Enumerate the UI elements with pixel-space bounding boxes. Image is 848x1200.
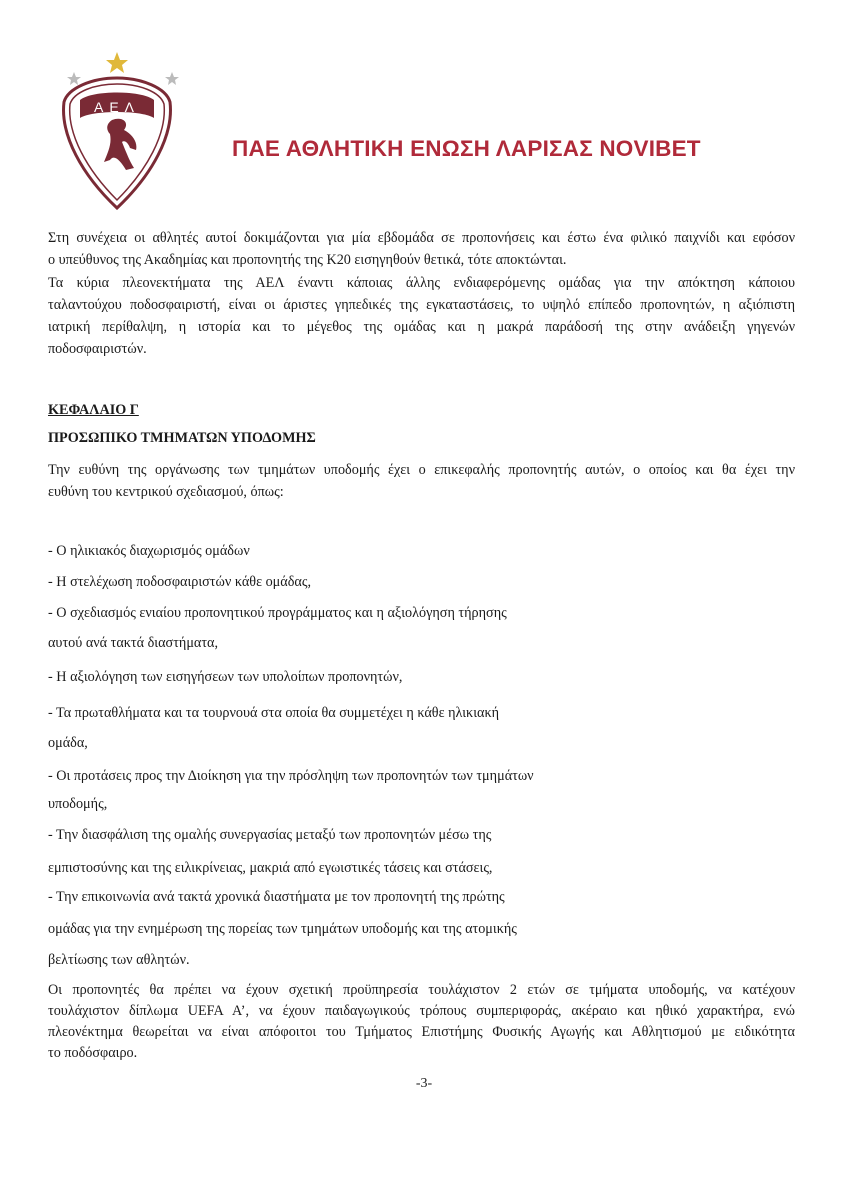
list-item: υποδομής, — [48, 796, 108, 812]
list-item: ομάδας για την ενημέρωση της πορείας των τμημάτων υποδομής και της ατομικής — [48, 921, 517, 937]
list-item: - Η στελέχωση ποδοσφαιριστών κάθε ομάδας, — [48, 574, 311, 590]
organization-title: ΠΑΕ ΑΘΛΗΤΙΚΗ ΕΝΩΣΗ ΛΑΡΙΣΑΣ NOVIBET — [232, 136, 701, 161]
list-item: - Την διασφάλιση της ομαλής συνεργασίας μεταξύ των προπονητών μέσω της — [48, 827, 492, 843]
text-line: τουλάχιστον δίπλωμα UEFA A’, να έχουν παιδαγωγικούς τρόπους συμπεριφοράς, ακέραιο και ηθικό χαρακτήρα, ενώ — [48, 1003, 795, 1019]
chapter-heading: ΚΕΦΑΛΑΙΟ Γ — [48, 402, 139, 418]
list-item: - Ο ηλικιακός διαχωρισμός ομάδων — [48, 543, 250, 559]
text-line: ποδοσφαιριστών. — [48, 341, 147, 357]
text-line: Τα κύρια πλεονεκτήματα της ΑΕΛ έναντι κάποιας άλλης ενδιαφερόμενης ομάδας για την απόκτηση κάποιου — [48, 275, 795, 291]
list-item: - Ο σχεδιασμός ενιαίου προπονητικού προγράμματος και η αξιολόγηση τήρησης — [48, 605, 507, 621]
text-line: το ποδόσφαιρο. — [48, 1045, 138, 1061]
text-line: πλεονέκτημα θεωρείται να είναι απόφοιτοι του Τμήματος Επιστήμης Φυσικής Αγωγής και Αθλητισμού με ειδικότητα — [48, 1024, 795, 1040]
section-heading: ΠΡΟΣΩΠΙΚΟ ΤΜΗΜΑΤΩΝ ΥΠΟΔΟΜΗΣ — [48, 430, 316, 446]
list-item: - Τα πρωταθλήματα και τα τουρνουά στα οποία θα συμμετέχει η κάθε ηλικιακή — [48, 705, 500, 721]
text-line: ευθύνη του κεντρικού σχεδιασμού, όπως: — [48, 484, 284, 500]
text-line: Στη συνέχεια οι αθλητές αυτοί δοκιμάζονται για μία εβδομάδα σε προπονήσεις και έστω ένα φιλικό παιχνίδι και εφόσον — [48, 230, 795, 246]
svg-text:ΑΕΛ: ΑΕΛ — [93, 99, 141, 115]
text-line: Την ευθύνη της οργάνωσης των τμημάτων υποδομής έχει ο επικεφαλής προπονητής αυτών, ο οποίος και θα έχει την — [48, 462, 795, 478]
page-number: -3- — [415, 1076, 433, 1091]
list-item: - Η αξιολόγηση των εισηγήσεων των υπολοίπων προπονητών, — [48, 669, 403, 685]
list-item: - Οι προτάσεις προς την Διοίκηση για την πρόσληψη των προπονητών των τμημάτων — [48, 768, 534, 784]
ael-logo — [62, 50, 187, 210]
text-line: Οι προπονητές θα πρέπει να έχουν σχετική προϋπηρεσία τουλάχιστον 2 ετών σε τμήματα υποδομής, να κατέχουν — [48, 982, 795, 998]
list-item: - Την επικοινωνία ανά τακτά χρονικά διαστήματα με τον προπονητή της πρώτης — [48, 889, 505, 905]
list-item: εμπιστοσύνης και της ειλικρίνειας, μακριά από εγωιστικές τάσεις και στάσεις, — [48, 860, 493, 876]
text-line: ταλαντούχου ποδοσφαιριστή, είναι οι άριστες γηπεδικές της εγκαταστάσεις, το υψηλό επίπεδο προπονητών, η αξιόπιστη — [48, 297, 795, 313]
list-item: βελτίωσης των αθλητών. — [48, 952, 190, 968]
text-line: ιατρική περίθαλψη, η ιστορία και το μέγεθος της ομάδας και η μακρά παράδοσή της στην ανάδειξη γηγενών — [48, 319, 795, 335]
list-item: ομάδα, — [48, 735, 88, 751]
text-line: ο υπεύθυνος της Ακαδημίας και προπονητής της Κ20 εισηγηθούν θετικά, τότε αποκτώνται. — [48, 252, 567, 268]
list-item: αυτού ανά τακτά διαστήματα, — [48, 635, 219, 651]
